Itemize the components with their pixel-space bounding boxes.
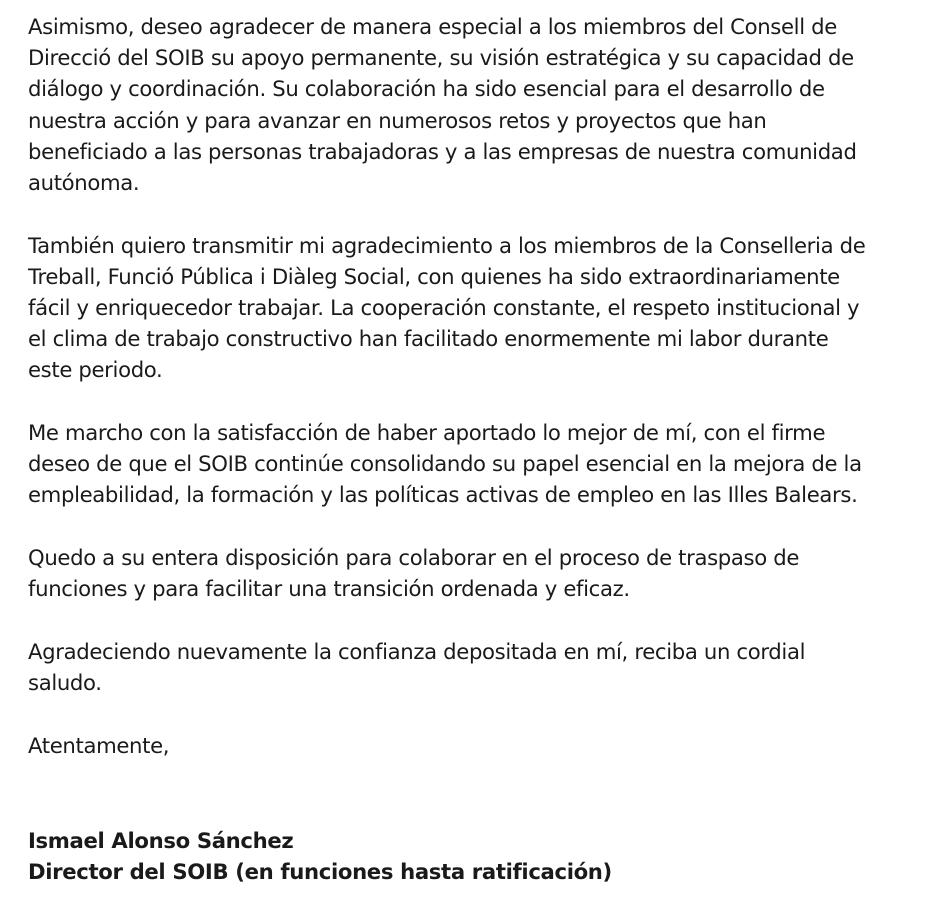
signature-title: Director del SOIB (en funciones hasta ratificación) — [28, 859, 612, 885]
signature-block — [28, 825, 913, 887]
paragraph-farewell: Me marcho con la satisfacción de haber aportado lo mejor de mí, con el firme deseo de que el SOIB continúe consolidando su papel esencial en la mejora de la empleabilidad, la formación y las políticas activas de empleo en las Illes Balears. — [28, 420, 862, 508]
paragraph-acknowledgement-conselleria: También quiero transmitir mi agradecimiento a los miembros de la Conselleria de Treball, Funció Pública i Diàleg Social, con quienes ha sido extraordinariamente fácil y enriquecedor trabajar. La cooperación constante, el respeto institucional y el clima de trabajo constructivo han facilitado enormemente mi labor durante este periodo. — [28, 232, 866, 383]
closing-salutation: Atentamente, — [28, 732, 170, 758]
paragraph-thanks: Agradeciendo nuevamente la confianza depositada en mí, reciba un cordial saludo. — [28, 638, 806, 696]
signature-name: Ismael Alonso Sánchez — [28, 827, 294, 853]
letter-body — [28, 11, 913, 887]
paragraph-availability: Quedo a su entera disposición para colaborar en el proceso de traspaso de funciones y para facilitar una transición ordenada y eficaz. — [28, 545, 800, 602]
paragraph-acknowledgement-consell: Asimismo, deseo agradecer de manera especial a los miembros del Consell de Direcció del SOIB su apoyo permanente, su visión estratégica y su capacidad de diálogo y coordinación. Su colaboración ha sido esencial para el desarrollo de nuestra acción y para avanzar en numerosos retos y proyectos que han beneficiado a las personas trabajadoras y a las empresas de nuestra comunidad autónoma. — [28, 14, 857, 196]
